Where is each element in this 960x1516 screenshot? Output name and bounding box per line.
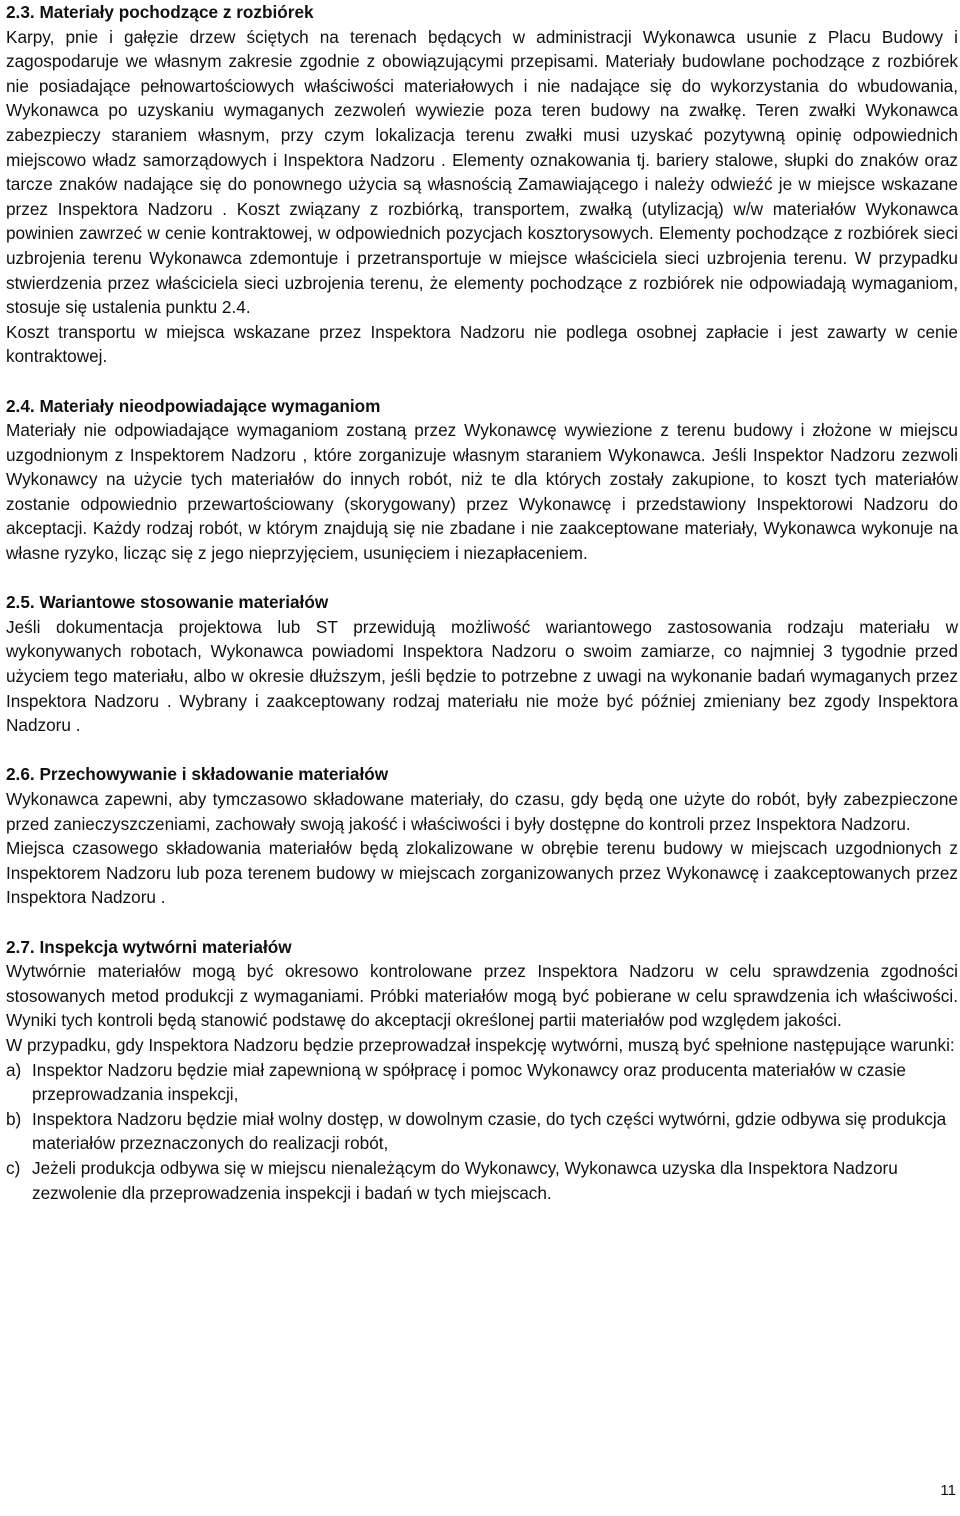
list-marker: b) [6, 1108, 22, 1129]
paragraph: Wykonawca zapewni, aby tymczasowo składowane materiały, do czasu, gdy będą one użyte do robót, były zabezpieczone przed zanieczyszczeniami, zachowały swoją jakość i właściwości i były dostępne do kontroli przez Inspektora Nadzoru. [6, 789, 958, 834]
list-item [6, 1058, 958, 1107]
document-page [6, 0, 958, 1205]
paragraph: Wytwórnie materiałów mogą być okresowo kontrolowane przez Inspektora Nadzoru w celu sprawdzenia zgodności stosowanych metod produkcji z wymaganiami. Próbki materiałów mogą być pobierane w celu sprawdzenia ich właściwości. Wyniki tych kontroli będą stanowić podstawę do akceptacji określonej partii materiałów pod względem jakości. [6, 961, 958, 1031]
spacer [6, 369, 958, 394]
section-2-4 [6, 394, 958, 566]
spacer [6, 738, 958, 763]
list-marker: c) [6, 1157, 21, 1178]
list-marker: a) [6, 1059, 22, 1080]
conditions-list [6, 1058, 958, 1206]
section-heading: 2.7. Inspekcja wytwórni materiałów [6, 936, 292, 957]
list-item [6, 1107, 958, 1156]
section-heading: 2.3. Materiały pochodzące z rozbiórek [6, 2, 314, 22]
section-heading: 2.5. Wariantowe stosowanie materiałów [6, 592, 329, 613]
section-2-6 [6, 762, 958, 910]
list-item-text: Jeżeli produkcja odbywa się w miejscu nienależącym do Wykonawcy, Wykonawca uzyska dla Inspektora Nadzoru zezwolenie dla przeprowadzenia inspekcji i badań w tych miejscach. [32, 1157, 898, 1203]
section-heading: 2.6. Przechowywanie i składowanie materiałów [6, 764, 389, 785]
spacer [6, 910, 958, 935]
list-item-text: Inspektor Nadzoru będzie miał zapewnioną w spółpracę i pomoc Wykonawcy oraz producenta materiałów w czasie przeprowadzania inspekcji, [32, 1059, 906, 1105]
paragraph: Karpy, pnie i gałęzie drzew ściętych na terenach będących w administracji Wykonawca usunie z Placu Budowy i zagospodaruje we własnym zakresie zgodnie z obowiązującymi przepisami. Materiały budowlane pochodzące z rozbiórek nie posiadające pełnowartościowych właściwości materiałowych i nie nadające się do wykorzystania do wbudowania, Wykonawca po uzyskaniu wymaganych zezwoleń wywiezie poza teren budowy na zwałkę. Teren zwałki Wykonawca zabezpieczy staraniem własnym, przy czym lokalizacja terenu zwałki musi uzyskać pozytywną opinię odpowiednich miejscowo władz samorządowych i Inspektora Nadzoru . Elementy oznakowania tj. bariery stalowe, słupki do znaków oraz tarcze znaków nadające się do ponownego użycia są własnością Zamawiającego i należy odwieźć je w miejsce wskazane przez Inspektora Nadzoru . Koszt związany z rozbiórką, transportem, zwałką (utylizacją) w/w materiałów Wykonawca powinien zawrzeć w cenie kontraktowej, w odpowiednich pozycjach kosztorysowych. Elementy pochodzące z rozbiórek sieci uzbrojenia terenu Wykonawca zdemontuje i przetransportuje w miejsce właściciela sieci uzbrojenia terenu. W przypadku stwierdzenia przez właściciela sieci uzbrojenia terenu, że elementy pochodzące z rozbiórek nie odpowiadają wymaganiom, stosuje się ustalenia punktu 2.4. [6, 26, 958, 318]
paragraph: Miejsca czasowego składowania materiałów będą zlokalizowane w obrębie terenu budowy w miejscach uzgodnionych z Inspektorem Nadzoru lub poza terenem budowy w miejscach zorganizowanych przez Wykonawcę i zaakceptowanych przez Inspektora Nadzoru . [6, 838, 958, 908]
paragraph: W przypadku, gdy Inspektora Nadzoru będzie przeprowadzał inspekcję wytwórni, muszą być spełnione następujące warunki: [6, 1034, 955, 1055]
spacer [6, 566, 958, 591]
paragraph: Materiały nie odpowiadające wymaganiom zostaną przez Wykonawcę wywiezione z terenu budowy i złożone w miejscu uzgodnionym z Inspektorem Nadzoru , które zorganizuje własnym staraniem Wykonawca. Jeśli Inspektor Nadzoru zezwoli Wykonawcy na użycie tych materiałów do innych robót, niż te dla których zostały zakupione, to koszt tych materiałów zostanie odpowiednio przewartościowany (skorygowany) przez Wykonawcę i przedstawiony Inspektorowi Nadzoru do akceptacji. Każdy rodzaj robót, w którym znajdują się nie zbadane i nie zaakceptowane materiały, Wykonawca wykonuje na własne ryzyko, licząc się z jego nieprzyjęciem, usunięciem i niezapłaceniem. [6, 420, 958, 564]
list-item [6, 1156, 958, 1205]
list-item-text: Inspektora Nadzoru będzie miał wolny dostęp, w dowolnym czasie, do tych części wytwórni, gdzie odbywa się produkcja materiałów przeznaczonych do realizacji robót, [32, 1108, 947, 1154]
section-2-5 [6, 590, 958, 738]
page-number: 11 [940, 1482, 956, 1499]
paragraph: Koszt transportu w miejsca wskazane przez Inspektora Nadzoru nie podlega osobnej zapłacie i jest zawarty w cenie kontraktowej. [6, 321, 958, 367]
section-heading: 2.4. Materiały nieodpowiadające wymaganiom [6, 395, 381, 416]
section-2-7 [6, 935, 958, 1206]
paragraph: Jeśli dokumentacja projektowa lub ST przewidują możliwość wariantowego zastosowania rodzaju materiału w wykonywanych robotach, Wykonawca powiadomi Inspektora Nadzoru o swoim zamiarze, co najmniej 3 tygodnie przed użyciem tego materiału, albo w okresie dłuższym, jeśli będzie to potrzebne z uwagi na wykonanie badań wymaganych przez Inspektora Nadzoru . Wybrany i zaakceptowany rodzaj materiału nie może być później zmieniany bez zgody Inspektora Nadzoru . [6, 616, 958, 736]
section-2-3 [6, 0, 958, 369]
